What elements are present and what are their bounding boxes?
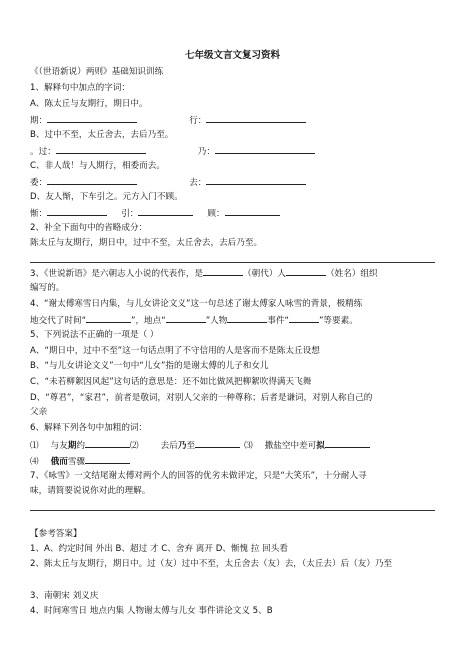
section-heading: 《（世语新说）两则》基础知识训练 bbox=[30, 67, 164, 77]
label: 引： bbox=[121, 209, 139, 219]
answer-blank[interactable] bbox=[195, 438, 240, 448]
q7-line1: 7、《咏雪》一文结尾谢太傅对两个人的回答的优劣未做评定，只是“大笑乐”，十分耐人寻 bbox=[30, 471, 367, 481]
q1-d-sentence: D、友人惭，下车引之。元方入门不顾。 bbox=[30, 192, 183, 202]
q5-option-c: C、“未若柳絮因风起”这句话的意思是：还不如比做风把柳絮吹得满天飞舞 bbox=[30, 377, 312, 387]
answer-blank[interactable] bbox=[289, 313, 319, 323]
answer-3: 3、南朝宋 刘义庆 bbox=[30, 591, 99, 601]
q5-option-a: A、“期日中，过中不至”这一句话点明了不守信用的人是客而不是陈太丘设想 bbox=[30, 346, 320, 356]
q6-items-row2 bbox=[30, 454, 447, 469]
q7-line2: 味，请简要说说你对此的理解。 bbox=[30, 486, 151, 496]
label: 委： bbox=[30, 178, 48, 188]
label: 惭： bbox=[30, 209, 48, 219]
q4-text: ”等要素。 bbox=[318, 316, 358, 326]
item-text: 雪骤 bbox=[67, 457, 86, 467]
bold-word: 拟 bbox=[316, 441, 325, 451]
q1-a-blanks bbox=[30, 113, 447, 128]
answer-blank[interactable] bbox=[206, 113, 306, 123]
q5-option-d: D、“尊君”，“家君”，前者是敬词，对别人父亲的一种尊称；后者是谦词，对别人称自己的 bbox=[30, 393, 373, 403]
item-text: 至 bbox=[186, 441, 196, 451]
q4-text: 地交代了时间“ bbox=[30, 316, 87, 326]
answer-blank[interactable] bbox=[206, 175, 306, 185]
bold-word: 期 bbox=[67, 441, 77, 451]
item-number: ⑷ bbox=[30, 457, 39, 467]
q4-text: ”，地点“ bbox=[131, 316, 166, 326]
q5-prompt: 5、下列说法不正确的一项是（ ） bbox=[30, 330, 159, 340]
answer-1: 1、A、约定时间 外出 B、超过 才 C、舍弃 离开 D、惭愧 拉 回头看 bbox=[30, 544, 288, 554]
answer-blank[interactable] bbox=[227, 313, 267, 323]
answer-blank[interactable] bbox=[286, 266, 326, 276]
q2-sentence: 陈太丘与友期行，期日中，过中不至，太丘舍去，去后乃至。 bbox=[30, 238, 263, 248]
answer-blank[interactable] bbox=[225, 206, 280, 216]
q6-items-row1 bbox=[30, 438, 447, 453]
q1-c-blanks bbox=[30, 175, 447, 190]
answer-4: 4、时间寒雪日 地点内集 人物谢太傅与儿女 事件讲论文义 5、B bbox=[30, 606, 273, 616]
item-number: ⑴ bbox=[30, 441, 39, 451]
label: 乃： bbox=[197, 147, 215, 157]
q4-text: ”人物 bbox=[205, 316, 228, 326]
item-number: ⑵ bbox=[130, 441, 139, 451]
answer-blank[interactable] bbox=[215, 144, 315, 154]
item-number: ⑶ bbox=[244, 441, 253, 451]
answer-line[interactable] bbox=[30, 262, 435, 263]
q1-b-sentence: B、过中不至，太丘舍去，去后乃至。 bbox=[30, 130, 174, 140]
answer-blank[interactable] bbox=[85, 454, 130, 464]
q4-text: 事件“ bbox=[267, 316, 289, 326]
q1-c-sentence: C、非人哉！与人期行，相委而去。 bbox=[30, 161, 165, 171]
item-text: 约 bbox=[76, 441, 86, 451]
q1-b-blanks bbox=[30, 144, 447, 159]
answer-blank[interactable] bbox=[56, 144, 146, 154]
q4-line1: 4、“谢太傅寒雪日内集，与儿女讲论文义”这一句总述了谢太傅家人咏雪的背景，极精练 bbox=[30, 299, 363, 309]
bold-word: 俄而 bbox=[50, 457, 68, 467]
answer-blank[interactable] bbox=[47, 206, 107, 216]
answer-blank[interactable] bbox=[86, 313, 131, 323]
answer-blank[interactable] bbox=[85, 438, 130, 448]
answer-blank[interactable] bbox=[166, 313, 206, 323]
label: 行： bbox=[189, 116, 207, 126]
q3-text: （朝代）人 bbox=[243, 269, 287, 279]
label: 去： bbox=[189, 178, 207, 188]
answer-blank[interactable] bbox=[138, 206, 193, 216]
q5-option-b: B、“与儿女讲论文义”一句中“儿女”指的是谢太傅的儿子和女儿 bbox=[30, 361, 269, 371]
q3-line2: 编写的。 bbox=[30, 283, 65, 293]
q3-text: （姓名）组织 bbox=[326, 269, 378, 279]
q5-option-d-cont: 父亲 bbox=[30, 407, 48, 417]
q4-line2 bbox=[30, 313, 447, 328]
q2-prompt: 2、补全下面句中的省略成分： bbox=[30, 223, 148, 233]
item-text: 去后 bbox=[160, 441, 178, 451]
q3-line1 bbox=[30, 266, 447, 281]
answers-heading: 【参考答案】 bbox=[30, 529, 82, 539]
answer-line[interactable] bbox=[30, 510, 435, 511]
answer-2: 2、陈太丘与友期行，期日中。过（友）过中不至，太丘舍去（友）去，（太丘去）后（友）乃至 bbox=[30, 559, 393, 569]
item-text: 撒盐空中差可 bbox=[264, 441, 317, 451]
document-title: 七年级文言文复习资料 bbox=[184, 50, 280, 61]
bold-word: 乃 bbox=[177, 441, 187, 451]
answer-blank[interactable] bbox=[47, 113, 137, 123]
q3-text: 3、《世说新语》是六朝志人小说的代表作，是 bbox=[30, 269, 204, 279]
answer-blank[interactable] bbox=[47, 175, 137, 185]
label: 。过： bbox=[30, 147, 56, 157]
answer-blank[interactable] bbox=[203, 266, 243, 276]
label: 顾： bbox=[207, 209, 225, 219]
answer-blank[interactable] bbox=[325, 438, 370, 448]
q1-prompt: 1、解释句中加点的字词： bbox=[30, 83, 130, 93]
q1-a-sentence: A、陈太丘与友期行，期日中。 bbox=[30, 99, 148, 109]
item-text: 与友 bbox=[50, 441, 68, 451]
q1-d-blanks bbox=[30, 206, 447, 221]
label: 期： bbox=[30, 116, 48, 126]
q6-prompt: 6、解释下列各句中加粗的词： bbox=[30, 423, 148, 433]
